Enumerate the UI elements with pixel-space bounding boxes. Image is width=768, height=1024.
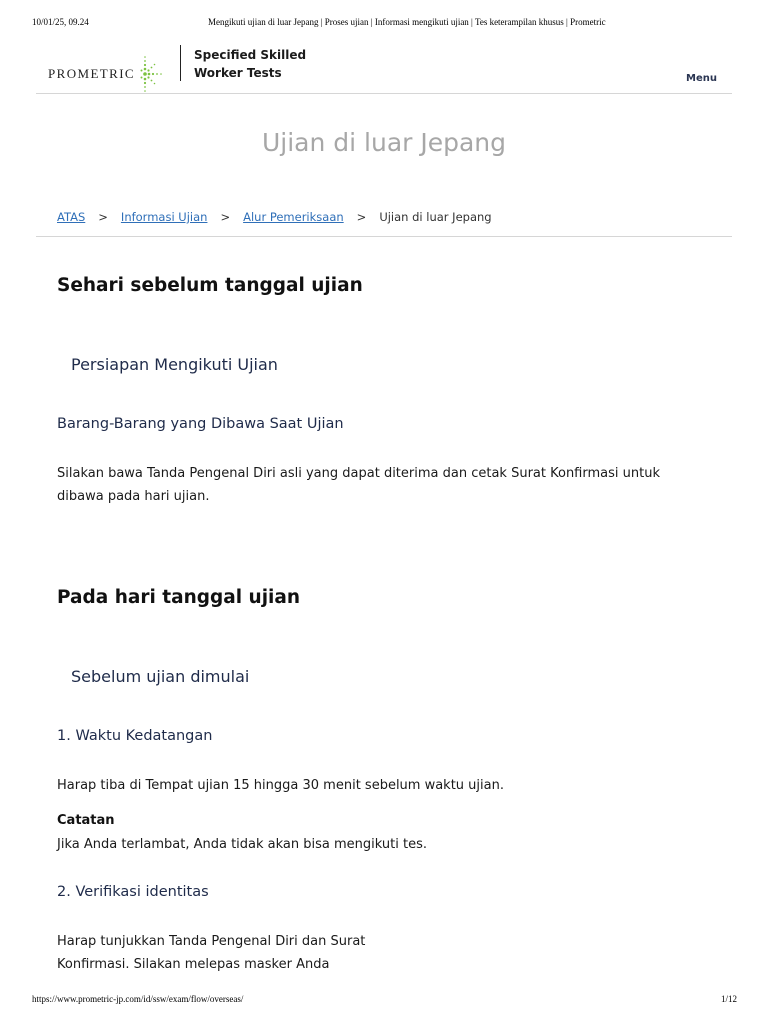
breadcrumb-separator: > [220, 210, 231, 224]
item-title-identity-verification: 2. Verifikasi identitas [57, 884, 209, 900]
logo-text: PROMETRIC [48, 66, 136, 81]
breadcrumb-current: Ujian di luar Jepang [379, 210, 492, 224]
print-page-number: 1/12 [720, 994, 737, 1004]
item-title-items-to-bring: Barang-Barang yang Dibawa Saat Ujian [57, 416, 344, 432]
print-date: 10/01/25, 09.24 [32, 17, 89, 27]
breadcrumb-link-informasi-ujian[interactable]: Informasi Ujian [120, 210, 208, 224]
prometric-logo[interactable] [48, 54, 163, 94]
product-name-line2: Worker Tests [194, 66, 282, 80]
product-name[interactable] [194, 46, 306, 82]
menu-button[interactable]: Menu [686, 73, 717, 84]
section-heading-day-before: Sehari sebelum tanggal ujian [57, 275, 363, 296]
breadcrumb-separator: > [356, 210, 367, 224]
identity-verification-text-line2: Konfirmasi. Silakan melepas masker Anda [57, 957, 330, 972]
item-title-arrival-time: 1. Waktu Kedatangan [57, 728, 213, 744]
site-header [36, 40, 732, 94]
breadcrumb-link-atas[interactable]: ATAS [57, 210, 86, 224]
breadcrumb-separator: > [98, 210, 108, 224]
section-heading-exam-day: Pada hari tanggal ujian [57, 587, 301, 608]
print-url: https://www.prometric-jp.com/id/ssw/exam/flow/overseas/ [32, 994, 244, 1004]
items-to-bring-text-line2: dibawa pada hari ujian. [57, 489, 210, 504]
subheading-exam-preparation: Persiapan Mengikuti Ujian [71, 355, 278, 374]
header-divider [180, 45, 181, 81]
subheading-before-exam: Sebelum ujian dimulai [71, 667, 250, 686]
items-to-bring-text-line1: Silakan bawa Tanda Pengenal Diri asli yang dapat diterima dan cetak Surat Konfirmasi untuk [57, 466, 660, 481]
breadcrumb [57, 210, 492, 224]
note-text: Jika Anda terlambat, Anda tidak akan bisa mengikuti tes. [57, 837, 427, 852]
page-title: Ujian di luar Jepang [261, 128, 507, 157]
identity-verification-text-line1: Harap tunjukkan Tanda Pengenal Diri dan Surat [57, 934, 366, 949]
identity-verification-text [57, 930, 365, 976]
note-label: Catatan [57, 813, 115, 828]
breadcrumb-divider [36, 236, 732, 237]
product-name-line1: Specified Skilled [194, 48, 307, 62]
print-title: Mengikuti ujian di luar Jepang | Proses ujian | Informasi mengikuti ujian | Tes keterampilan khusus | Prometric [208, 17, 606, 27]
print-header [0, 17, 768, 31]
prometric-burst-icon [137, 54, 163, 94]
arrival-time-text: Harap tiba di Tempat ujian 15 hingga 30 menit sebelum waktu ujian. [57, 778, 504, 793]
breadcrumb-link-alur-pemeriksaan[interactable]: Alur Pemeriksaan [243, 210, 344, 224]
items-to-bring-text [57, 462, 660, 508]
